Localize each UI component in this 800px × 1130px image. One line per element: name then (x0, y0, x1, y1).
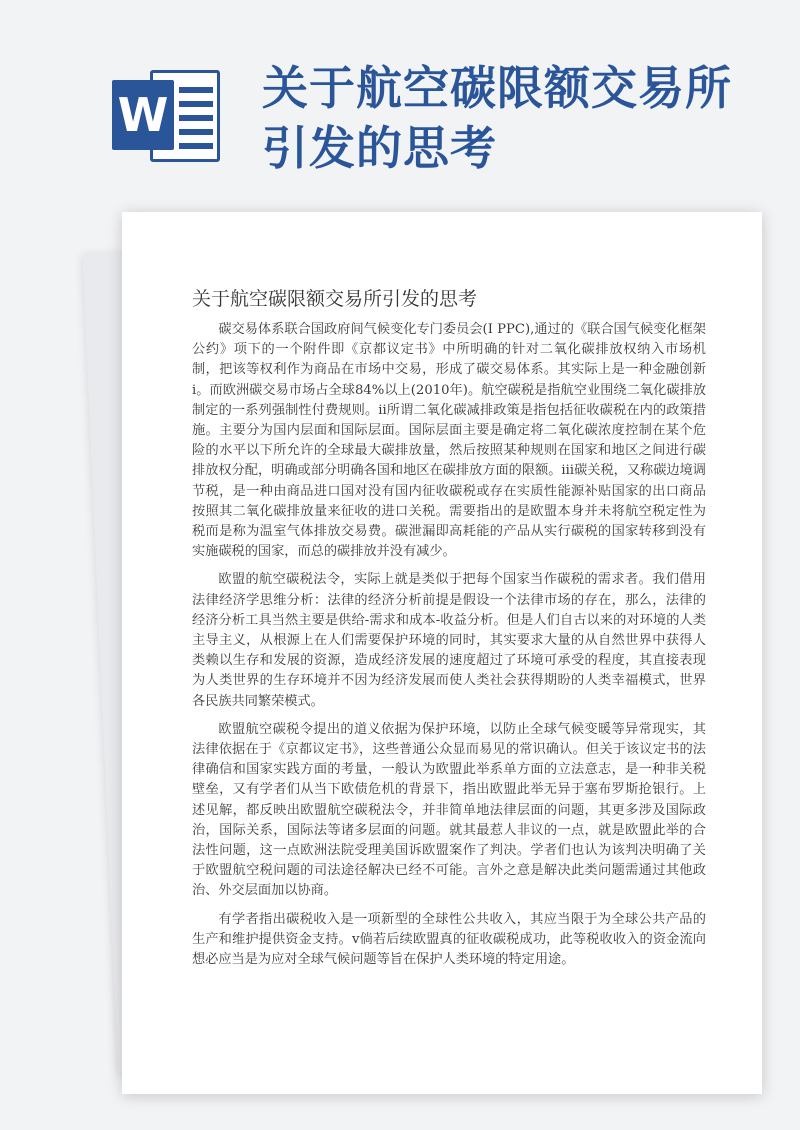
header-banner (0, 0, 800, 200)
document-page (122, 212, 762, 1094)
document-title: 关于航空碳限额交易所引发的思考 (192, 288, 478, 310)
paragraph-3: 欧盟航空碳税令提出的道义依据为保护环境，以防止全球气候变暖等异常现实，其法律依据在于《京都议定书》，这些普通公众显而易见的常识确认。但关于该议定书的法律确信和国家实践方面的考量，一般认为欧盟此举系单方面的立法意志，是一种非关税壁垒，又有学者们从当下欧债危机的背景下，指出欧盟此举无异于塞布罗斯抢银行。上述见解，都反映出欧盟航空碳税法令，并非简单地法律层面的问题，其更多涉及国际政治，国际关系，国际法等诸多层面的问题。就其最惹人非议的一点，就是欧盟此举的合法性问题，这一点欧洲法院受理美国诉欧盟案作了判决。学者们也认为该判决明确了关于欧盟航空税问题的司法途径解决已经不可能。言外之意是解决此类问题需通过其他政治、外交层面加以协商。 (192, 721, 706, 899)
paragraph-1: 碳交易体系联合国政府间气候变化专门委员会(I PPC),通过的《联合国气候变化框架公约》项下的一个附件即《京都议定书》中所明确的针对二氧化碳排放权纳入市场机制，把该等权利作为商品在市场中交易，形成了碳交易体系。其实际上是一种金融创新ⅰ。而欧洲碳交易市场占全球84%以上(2010年)。航空碳税是指航空业围绕二氧化碳排放制定的一系列强制性付费规则。ⅱ所谓二氧化碳减排政策是指包括征收碳税在内的政策措施。主要分为国内层面和国际层面。国际层面主要是确定将二氧化碳浓度控制在某个危险的水平以下所允许的全球最大碳排放量，然后按照某种规则在国家和地区之间进行碳排放权分配，明确或部分明确各国和地区在碳排放方面的限额。ⅲ碳关税，又称碳边境调节税，是一种由商品进口国对没有国内征收碳税或存在实质性能源补贴国家的出口商品按照其二氧化碳排放量来征收的进口关税。需要指出的是欧盟本身并未将航空税定性为税而是称为温室气体排放交易费。碳泄漏即高耗能的产品从实行碳税的国家转移到没有实施碳税的国家，而总的碳排放并没有减少。 (192, 322, 706, 560)
paragraph-2: 欧盟的航空碳税法令，实际上就是类似于把每个国家当作碳税的需求者。我们借用法律经济学思维分析：法律的经济分析前提是假设一个法律市场的存在，那么，法律的经济分析工具当然主要是供给-需求和成本-收益分析。但是人们自古以来的对环境的人类主导主义，从根源上在人们需要保护环境的同时，其实要求大量的从自然世界中获得人类赖以生存和发展的资源，造成经济发展的速度超过了环境可承受的程度，其直接表现为人类世界的生存环境并不因为经济发展而使人类社会获得期盼的人类幸福模式，世界各民族共同繁荣模式。 (192, 572, 706, 709)
word-document-icon (112, 58, 222, 168)
word-letter: W (112, 80, 174, 150)
document-body (192, 320, 706, 978)
header-title: 关于航空碳限额交易所引发的思考 (262, 61, 732, 175)
paragraph-4: 有学者指出碳税收入是一项新型的全球性公共收入，其应当限于为全球公共产品的生产和维护提供资金支持。ⅴ倘若后续欧盟真的征收碳税成功，此等税收收入的资金流向想必应当是为应对全球气候问题等旨在保护人类环境的特定用途。 (192, 911, 706, 968)
